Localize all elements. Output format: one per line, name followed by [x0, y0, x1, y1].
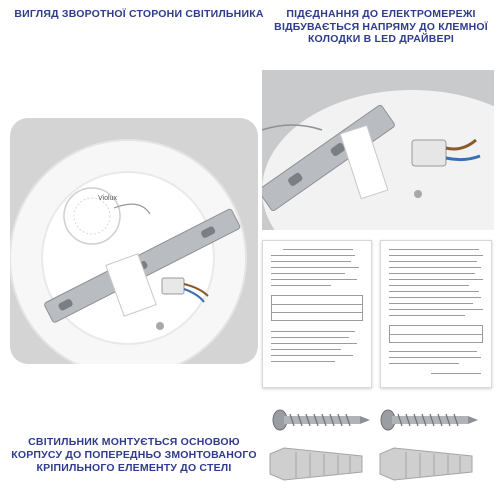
caption-back-side-view: ВИГЛЯД ЗВОРОТНОЇ СТОРОНИ СВІТИЛЬНИКА — [14, 8, 264, 20]
brand-label: Violux — [98, 195, 117, 202]
caption-connection: ПІДЄДНАННЯ ДО ЕЛЕКТРОМЕРЕЖІ ВІДБУВАЄТЬСЯ НАПРЯМУ ДО КЛЕМНОЇ КОЛОДКИ В LED ДРАЙВЕРІ — [274, 8, 488, 45]
screw-icon — [273, 410, 370, 430]
caption-mounting: СВІТИЛЬНИК МОНТУЄТЬСЯ ОСНОВОЮ КОРПУСУ ДО ПОПЕРЕДНЬО ЗМОНТОВАНОГО КРІПИЛЬНОГО ЕЛЕМЕНТУ ДО СТЕЛІ — [11, 436, 257, 474]
instruction-sheet — [380, 240, 492, 388]
wall-plug-icon — [380, 448, 472, 480]
terminal-block-photo — [262, 70, 494, 230]
screw-icon — [381, 410, 478, 430]
mounting-hardware — [262, 396, 494, 496]
instruction-sheet — [262, 240, 372, 388]
luminaire-back-photo — [10, 118, 258, 364]
wall-plug-icon — [270, 448, 362, 480]
